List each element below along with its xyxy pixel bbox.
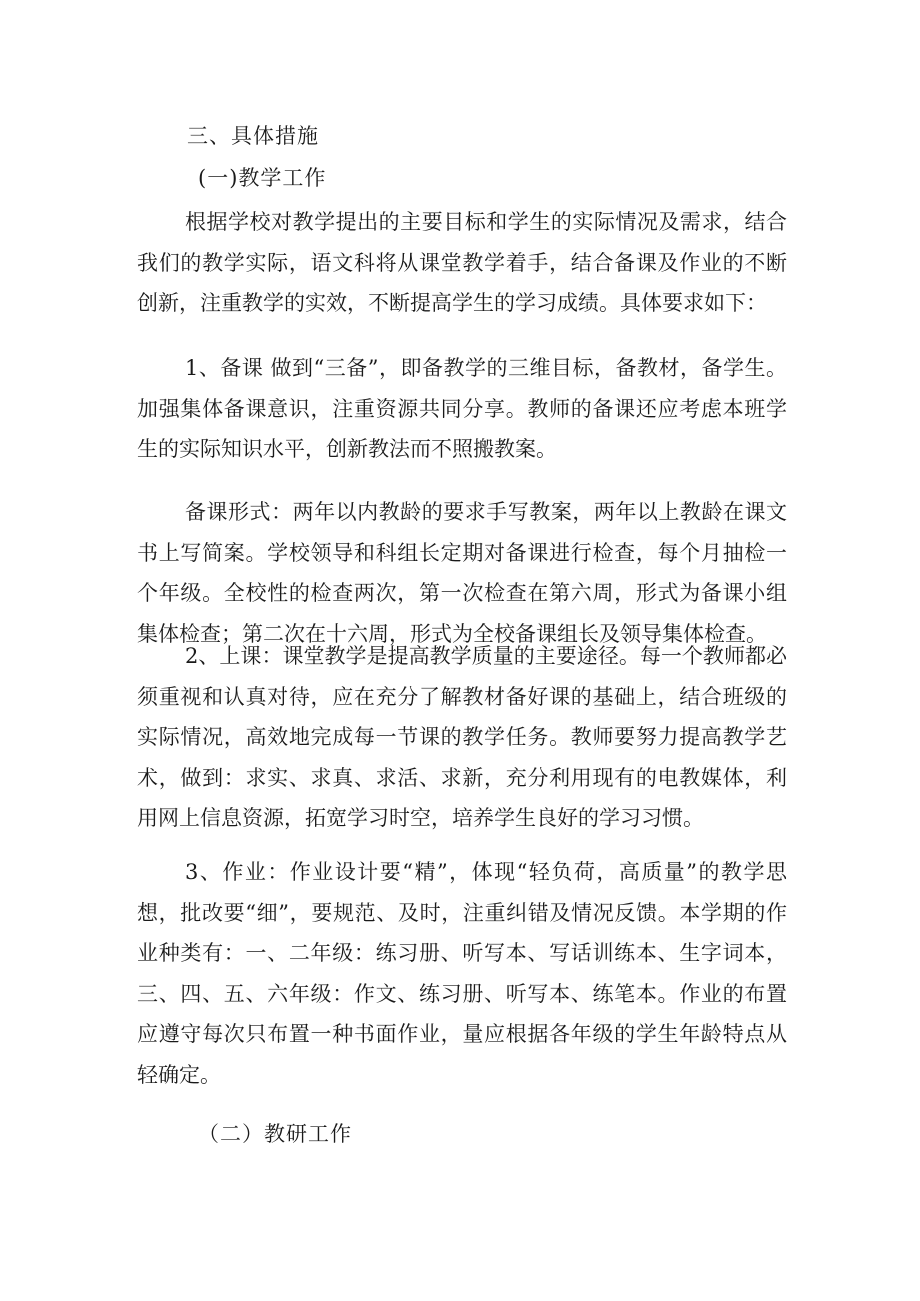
- paragraph-intro: 根据学校对教学提出的主要目标和学生的实际情况及需求，结合我们的教学实际，语文科将从课堂教学着手，结合备课及作业的不断创新，注重教学的实效，不断提高学生的学习成绩。具体要求如下：: [137, 210, 787, 315]
- paragraph-preparation-form: 备课形式：两年以内教龄的要求手写教案，两年以上教龄在课文书上写简案。学校领导和科组长定期对备课进行检查，每个月抽检一个年级。全校性的检查两次，第一次检查在第六周，形式为备课小组集体检查；第二次在十六周，形式为全校备课组长及领导集体检查。: [137, 500, 787, 646]
- subsection-heading-research: （二）教研工作: [198, 1122, 352, 1146]
- paragraph-classroom-teaching: 2、上课：课堂教学是提高教学质量的主要途径。每一个教师都必须重视和认真对待，应在充分了解教材备好课的基础上，结合班级的实际情况，高效地完成每一节课的教学任务。教师要努力提高教学艺术，做到：求实、求真、求活、求新，充分利用现有的电教媒体，利用网上信息资源，拓宽学习时空，培养学生良好的学习习惯。: [137, 644, 787, 830]
- section-heading: 三、具体措施: [187, 124, 319, 148]
- paragraph-lesson-preparation: 1、备课 做到“三备”，即备教学的三维目标，备教材，备学生。加强集体备课意识，注重资源共同分享。教师的备课还应考虑本班学生的实际知识水平，创新教法而不照搬教案。: [137, 356, 787, 461]
- paragraph-homework: 3、作业：作业设计要“精”，体现“轻负荷，高质量”的教学思想，批改要“细”，要规范、及时，注重纠错及情况反馈。本学期的作业种类有：一、二年级：练习册、听写本、写话训练本、生字词本，三、四、五、六年级：作文、练习册、听写本、练笔本。作业的布置应遵守每次只布置一种书面作业，量应根据各年级的学生年龄特点从轻确定。: [137, 860, 787, 1087]
- subsection-heading-teaching: (一)教学工作: [198, 166, 327, 190]
